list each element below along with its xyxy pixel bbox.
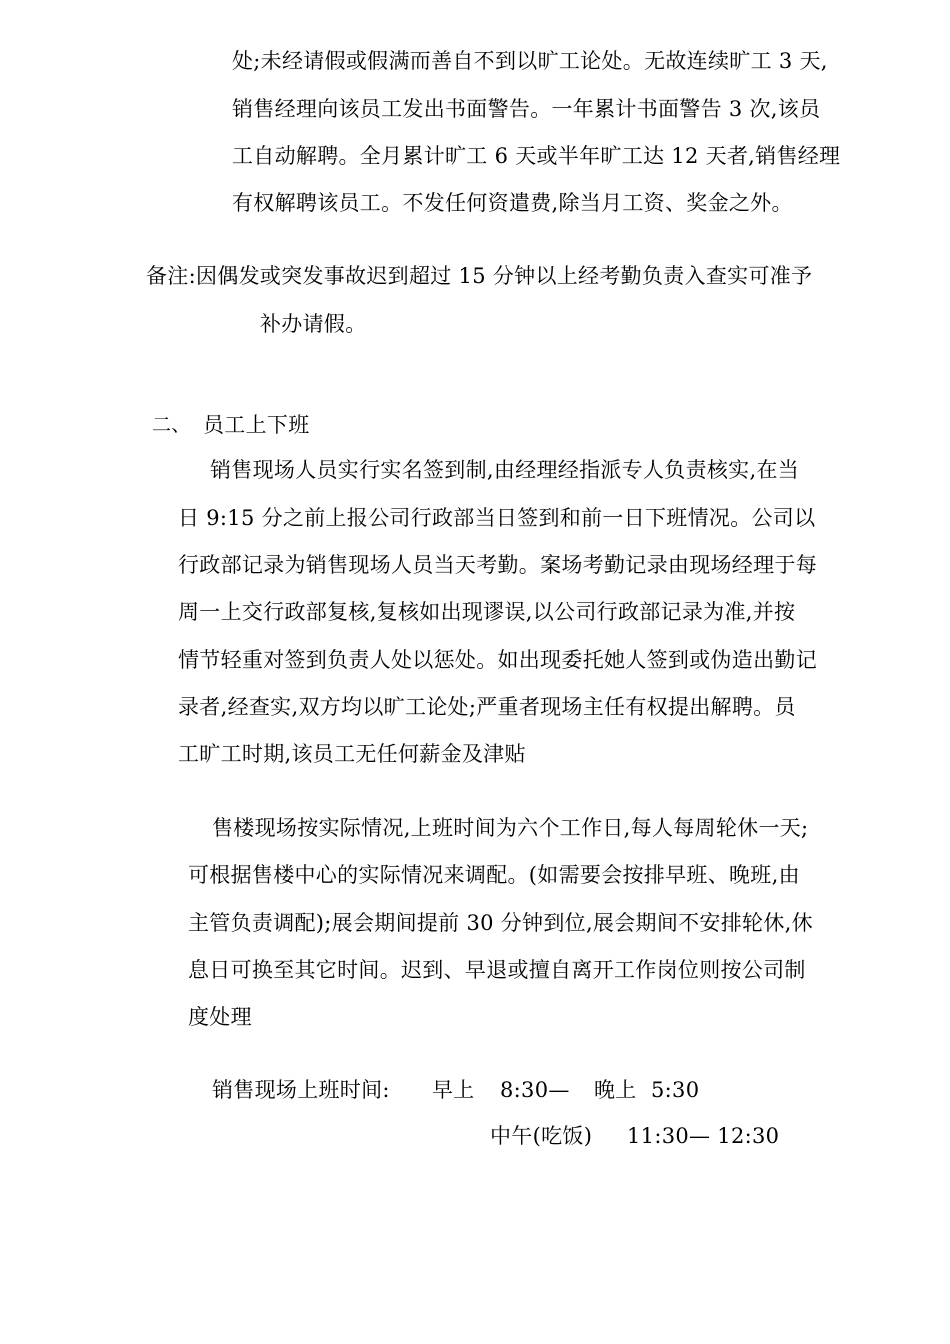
text-line: 周一上交行政部复核,复核如出现谬误,以公司行政部记录为准,并按: [178, 600, 796, 624]
morning-label: 早上: [432, 1078, 475, 1102]
work-hours-label: 销售现场上班时间:: [212, 1078, 390, 1102]
text-line: 工旷工时期,该员工无任何薪金及津贴: [178, 742, 526, 766]
remark-line: 备注:因偶发或突发事故迟到超过 15 分钟以上经考勤负责入查实可准予: [146, 264, 813, 288]
text-line: 销售现场人员实行实名签到制,由经理经指派专人负责核实,在当: [210, 458, 800, 482]
evening-label: 晚上: [594, 1078, 637, 1102]
text-line: 可根据售楼中心的实际情况来调配。(如需要会按排早班、晚班,由: [188, 863, 800, 887]
text-line: 日 9:15 分之前上报公司行政部当日签到和前一日下班情况。公司以: [178, 506, 816, 530]
evening-time: 5:30: [651, 1078, 700, 1102]
text-line: 销售经理向该员工发出书面警告。一年累计书面警告 3 次,该员: [232, 97, 821, 121]
lunch-label: 中午(吃饭): [490, 1124, 593, 1148]
text-line: 息日可换至其它时间。迟到、早退或擅自离开工作岗位则按公司制: [188, 958, 806, 982]
morning-time: 8:30—: [500, 1078, 570, 1102]
text-line: 工自动解聘。全月累计旷工 6 天或半年旷工达 12 天者,销售经理: [232, 144, 841, 168]
text-line: 售楼现场按实际情况,上班时间为六个工作日,每人每周轮休一天;: [212, 816, 809, 840]
remark-line: 补办请假。: [260, 312, 367, 336]
text-line: 行政部记录为销售现场人员当天考勤。案场考勤记录由现场经理于每: [178, 553, 817, 577]
lunch-time: 11:30— 12:30: [627, 1124, 780, 1148]
section-title: 员工上下班: [203, 413, 310, 437]
text-line: 处;未经请假或假满而善自不到以旷工论处。无故连续旷工 3 天,: [232, 49, 828, 73]
text-line: 录者,经查实,双方均以旷工论处;严重者现场主任有权提出解聘。员: [178, 695, 796, 719]
text-line: 度处理: [188, 1005, 252, 1029]
text-line: 有权解聘该员工。不发任何资遣费,除当月工资、奖金之外。: [232, 191, 793, 215]
text-line: 主管负责调配);展会期间提前 30 分钟到位,展会期间不安排轮休,休: [188, 911, 813, 935]
section-number: 二、: [152, 414, 191, 436]
text-line: 情节轻重对签到负责人处以惩处。如出现委托她人签到或伪造出勤记: [178, 648, 817, 672]
